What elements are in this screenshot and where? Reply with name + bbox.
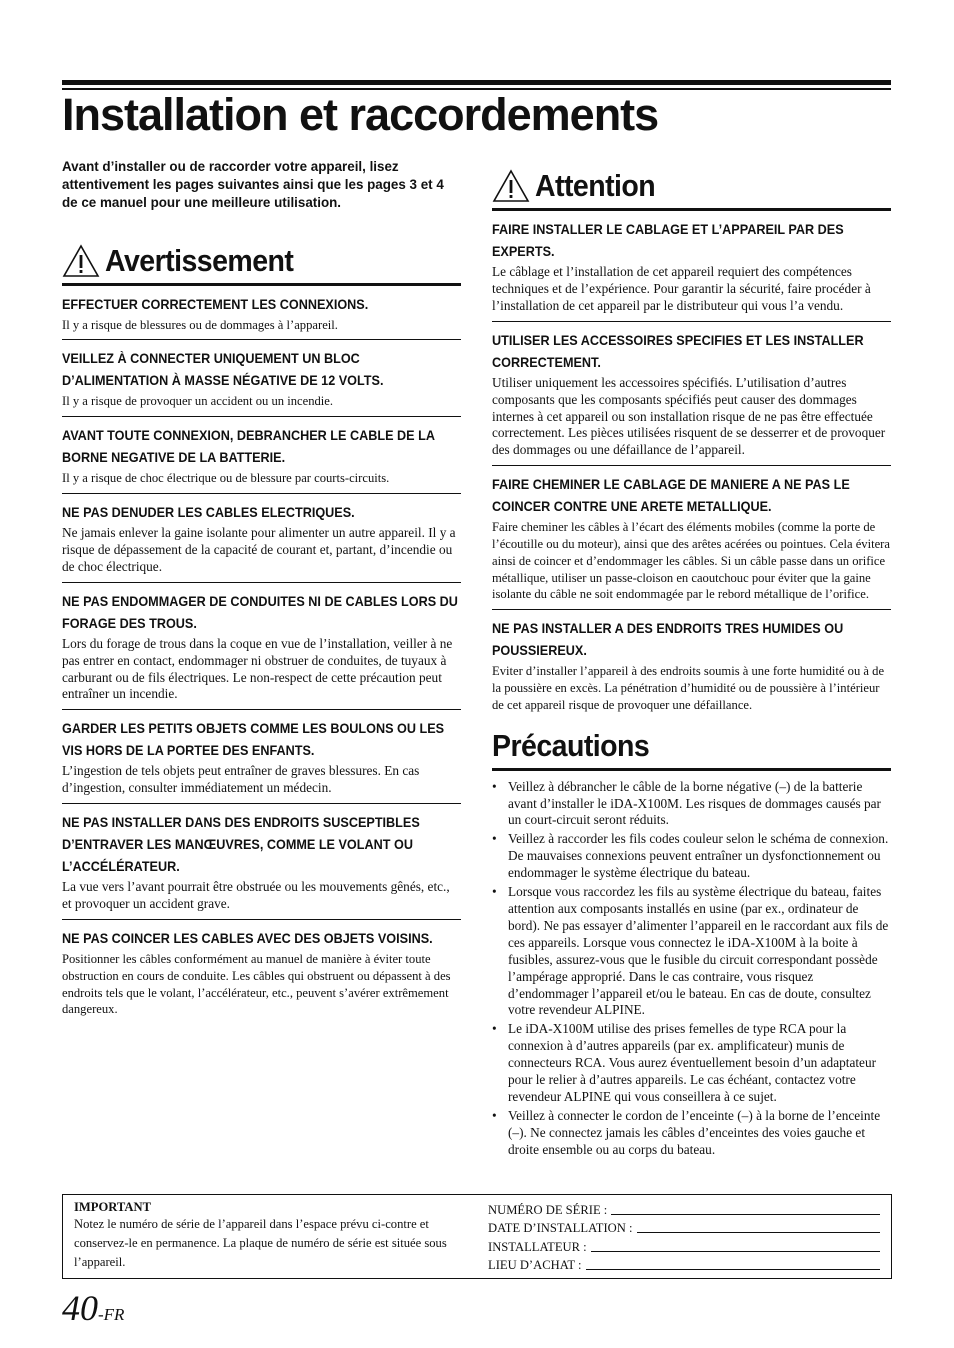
item-title: NE PAS ENDOMMAGER DE CONDUITES NI DE CABLES LORS DU FORAGE DES TROUS.	[62, 593, 458, 631]
intro-text: Avant d’installer ou de raccorder votre appareil, lisez attentivement les pages suivantes ainsi que les pages 3 et 4 de ce manuel pour une meilleure utilisation.	[62, 159, 444, 211]
item-text: L’ingestion de tels objets peut entraîner de graves blessures. En cas d’ingestion, consulter immédiatement un médecin.	[62, 763, 420, 796]
important-text: Notez le numéro de série de l’appareil dans l’espace prévu ci-contre et conservez-le en permanence. La plaque de numéro de série est située sous l’appareil.	[74, 1217, 447, 1269]
item-title: AVANT TOUTE CONNEXION, DEBRANCHER LE CABLE DE LA BORNE NEGATIVE DE LA BATTERIE.	[62, 428, 435, 466]
avertissement-item	[62, 710, 461, 804]
avertissement-item	[62, 417, 461, 494]
page-number-value: 40	[62, 1288, 98, 1328]
item-title: FAIRE CHEMINER LE CABLAGE DE MANIERE A NE PAS LE COINCER CONTRE UNE ARETE METALLIQUE.	[492, 477, 850, 515]
warning-triangle-icon	[62, 244, 100, 278]
item-text: Lors du forage de trous dans la coque en vue de l’installation, veiller à ne pas entrer en contact, endommager ni obstruer de conduites, de tuyaux à carburant ou de fils électriques. Le non-respect de cette précaution peut entraîner un incendie.	[62, 635, 453, 702]
avertissement-item	[62, 583, 461, 711]
top-rule	[62, 80, 891, 85]
precaution-item: • Veillez à débrancher le câble de la borne négative (–) de la batterie avant d’installer le iDA-X100M. Les risques de dommages causés par un court-circuit seront réduits.	[492, 779, 891, 830]
avertissement-item	[62, 286, 461, 341]
page-title: Installation et raccordements	[62, 89, 659, 140]
item-title: VEILLEZ À CONNECTER UNIQUEMENT UN BLOC D’ALIMENTATION À MASSE NÉGATIVE DE 12 VOLTS.	[62, 351, 384, 389]
serial-fields	[488, 1199, 880, 1273]
avertissement-heading: Avertissement	[105, 242, 294, 278]
important-box	[62, 1194, 892, 1279]
field-label: DATE D’INSTALLATION :	[488, 1221, 633, 1235]
item-title: EFFECTUER CORRECTEMENT LES CONNEXIONS.	[62, 296, 369, 312]
field-label: NUMÉRO DE SÉRIE :	[488, 1202, 608, 1217]
attention-heading: Attention	[535, 168, 656, 203]
avertissement-item	[62, 494, 461, 583]
important-notice	[74, 1199, 469, 1272]
attention-item	[492, 322, 891, 467]
serial-number-field[interactable]	[488, 1199, 880, 1218]
item-title: NE PAS INSTALLER A DES ENDROITS TRES HUMIDES OU POUSSIEREUX.	[492, 621, 844, 659]
attention-item	[492, 466, 891, 610]
item-text: La vue vers l’avant pourrait être obstruée ou les mouvements gênés, etc., et provoquer un accident grave.	[62, 879, 450, 912]
precaution-item: • Le iDA-X100M utilise des prises femelles de type RCA pour la connexion à d’autres appareils (par ex. amplificateur) munis de connecteurs RCA. Vous aurez éventuellement besoin d’un adaptateur pour le relier à d’autres appareils. Le cas échéant, contactez votre revendeur ALPINE qui vous conseillera à ce sujet.	[492, 1021, 891, 1106]
warning-triangle-icon	[492, 169, 530, 203]
avertissement-list	[62, 286, 461, 1025]
attention-item	[492, 211, 891, 322]
item-title: GARDER LES PETITS OBJETS COMME LES BOULONS OU LES VIS HORS DE LA PORTEE DES ENFANTS.	[62, 721, 445, 759]
avertissement-header	[62, 243, 461, 286]
item-title: NE PAS COINCER LES CABLES AVEC DES OBJETS VOISINS.	[62, 930, 433, 946]
precaution-item: • Veillez à connecter le cordon de l’enceinte (–) à la borne de l’enceinte (–). Ne connectez jamais les câbles d’enceintes des voies gauche et droite ensemble ou au corps du bateau.	[492, 1108, 891, 1159]
item-text: Positionner les câbles conformément au manuel de manière à éviter toute obstruction en cours de conduite. Les câbles qui obstruent ou dépassent à des endroits tels que le volant, l’accélérateur, etc., peuvent s’avérer extrêmement dangereux.	[62, 951, 451, 1017]
item-text: Il y a risque de provoquer un accident ou un incendie.	[62, 394, 334, 409]
precaution-item: • Lorsque vous raccordez les fils au système électrique du bateau, faites attention aux composants installés en usine (par ex., ordinateur de bord). Ne pas essayer d’alimenter l’appareil en le raccordant aux fils de ces appareils. Lorsque vous connectez le iDA-X100M à la boite à fusibles, assurez-vous que le fusible du circuit correspondant possède l’ampérage approprié. Dans le cas contraire, vous risquez d’endommager l’appareil et/ou le bateau. En cas de doute, consultez votre revendeur ALPINE.	[492, 884, 891, 1019]
item-text: Utiliser uniquement les accessoires spécifiés. L’utilisation d’autres composants que les composants spécifiés peut causer des dommages internes à cet appareil ou son installation risque de ne pas être effectuée correctement. Les pièces utilisées risquent de se desserrer et de provoquer des dommages ou une défaillance de l’appareil.	[492, 374, 886, 458]
precautions-list	[492, 779, 891, 1159]
item-title: FAIRE INSTALLER LE CABLAGE ET L’APPAREIL PAR DES EXPERTS.	[492, 222, 844, 259]
important-title: IMPORTANT	[74, 1200, 151, 1214]
item-title: NE PAS DENUDER LES CABLES ELECTRIQUES.	[62, 505, 355, 520]
attention-item	[492, 610, 891, 719]
field-label: INSTALLATEUR :	[488, 1239, 587, 1254]
item-text: Faire cheminer les câbles à l’écart des éléments mobiles (comme la porte de l’écoutille ou du moteur), ainsi que des arêtes acérées ou pointues. Cela évitera ainsi de coincer et d’endommager les câbles. Si un câble passe dans un orifice métallique, utiliser un passe-cloison en caoutchouc pour éviter que la gaine isolante du câble ne soit endommagée par le rebord métallique de l’orifice.	[492, 520, 890, 602]
precautions-header	[492, 728, 891, 771]
item-text: Eviter d’installer l’appareil à des endroits soumis à une forte humidité ou à de la poussière en excès. La pénétration d’humidité ou de poussière à l’intérieur de cet appareil risque de provoquer une défaillance.	[492, 664, 885, 712]
item-text: Ne jamais enlever la gaine isolante pour alimenter un autre appareil. Il y a risque de dépassement de la capacité de courant et, partant, d’incendie ou de choc électrique.	[62, 525, 456, 574]
page-number	[62, 1288, 124, 1336]
item-title: UTILISER LES ACCESSOIRES SPECIFIES ET LES INSTALLER CORRECTEMENT.	[492, 332, 864, 370]
installer-field[interactable]	[488, 1236, 880, 1255]
left-column	[62, 158, 461, 1024]
item-text: Il y a risque de choc électrique ou de blessure par courts-circuits.	[62, 471, 390, 486]
precautions-heading: Précautions	[492, 727, 650, 763]
avertissement-item	[62, 340, 461, 417]
purchase-place-field[interactable]	[488, 1255, 880, 1274]
item-text: Il y a risque de blessures ou de dommages à l’appareil.	[62, 317, 338, 332]
avertissement-item	[62, 920, 461, 1024]
item-title: NE PAS INSTALLER DANS DES ENDROITS SUSCEPTIBLES D’ENTRAVER LES MANŒUVRES, COMME LE VOLANT OU L’ACCÉLÉRATEUR.	[62, 815, 420, 875]
page-number-suffix: -FR	[98, 1305, 125, 1324]
field-label: LIEU D’ACHAT :	[488, 1258, 582, 1272]
precaution-item: • Veillez à raccorder les fils codes couleur selon le schéma de connexion. De mauvaises connexions peuvent entraîner un dysfonctionnement ou endommager le système électrique du bateau.	[492, 831, 891, 882]
item-text: Le câblage et l’installation de cet appareil requiert des compétences techniques et de l’expérience. Pour garantir la sécurité, faire procéder à l’installation de cet appareil par le distributeur qui vous l’a vendu.	[492, 264, 871, 313]
right-column	[492, 168, 891, 1161]
attention-list	[492, 211, 891, 720]
attention-header	[492, 168, 891, 211]
installation-date-field[interactable]	[488, 1218, 880, 1237]
avertissement-item	[62, 804, 461, 920]
